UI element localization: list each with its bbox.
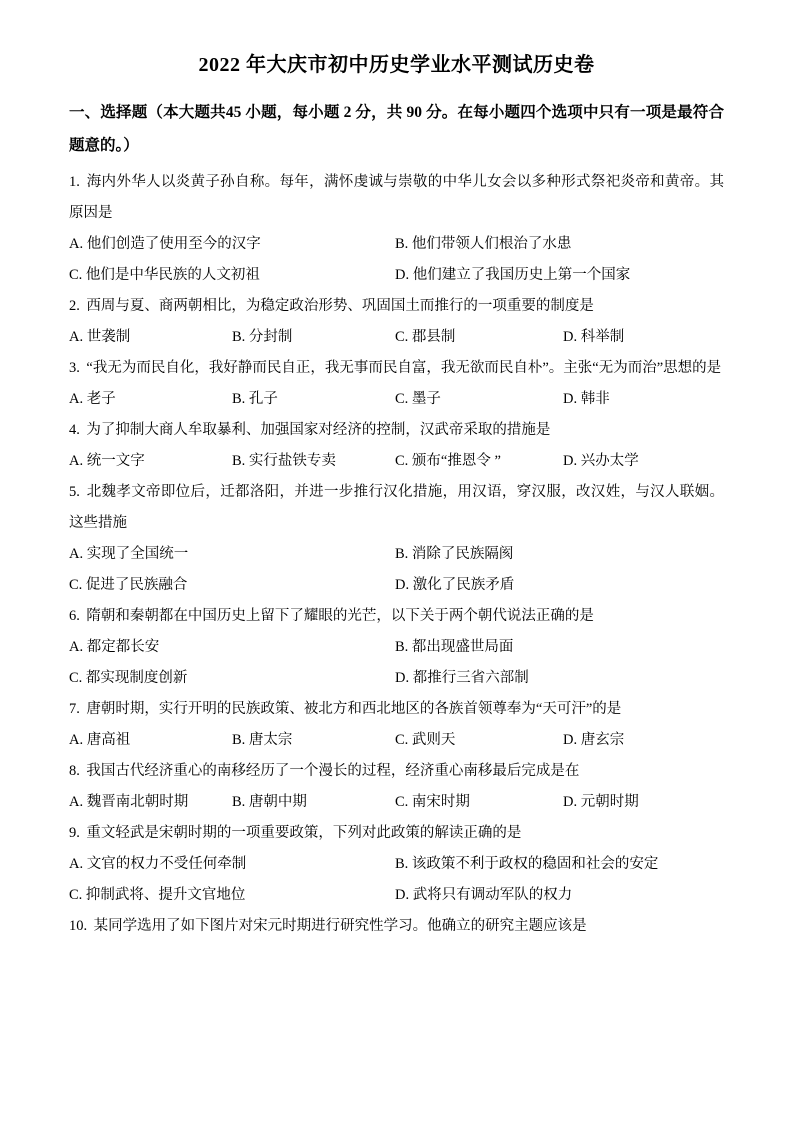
option: C. 抑制武将、提升文官地位 [69,887,246,903]
question-number: 2. [69,298,80,314]
option-grid [69,725,724,756]
question-text [69,756,724,787]
option-grid [69,322,724,353]
question-stem: 重文轻武是宋朝时期的一项重要政策，下列对此政策的解读正确的是 [86,825,522,841]
option: C. 郡县制 [395,329,456,345]
question [69,415,724,477]
question-stem: 我国古代经济重心的南移经历了一个漫长的过程，经济重心南移最后完成是在 [86,763,580,779]
option: D. 兴办太学 [563,453,639,469]
option: B. 唐太宗 [232,732,293,748]
question-text [69,694,724,725]
question-text [69,167,724,229]
option: D. 都推行三省六部制 [395,670,529,686]
question [69,353,724,415]
question-number: 1. [69,174,80,190]
option: A. 实现了全国统一 [69,546,189,562]
option: D. 唐玄宗 [563,732,625,748]
option: A. 都定都长安 [69,639,160,655]
question-text [69,291,724,322]
option-grid [69,384,724,415]
option: A. 他们创造了使用至今的汉字 [69,236,261,252]
option: B. 都出现盛世局面 [395,639,514,655]
option: D. 韩非 [563,391,610,407]
question-number: 3. [69,360,80,376]
option: B. 实行盐铁专卖 [232,453,336,469]
question-stem: 海内外华人以炎黄子孙自称。每年，满怀虔诚与崇敬的中华儿女会以多种形式祭祀炎帝和黄帝。其原因是 [69,174,724,221]
question-stem: 唐朝时期，实行开明的民族政策、被北方和西北地区的各族首领尊奉为“天可汗”的是 [86,701,622,717]
question [69,694,724,756]
option: B. 该政策不利于政权的稳固和社会的安定 [395,856,659,872]
question-list [69,167,724,942]
question-stem: 为了抑制大商人牟取暴利、加强国家对经济的控制，汉武帝采取的措施是 [86,422,551,438]
option: C. 促进了民族融合 [69,577,188,593]
question-number: 10. [69,918,88,934]
question-number: 6. [69,608,80,624]
option: B. 他们带领人们根治了水患 [395,236,572,252]
section-header: 一、选择题（本大题共45 小题，每小题 2 分，共 90 分。在每小题四个选项中只有一项是最符合题意的。） [69,104,724,154]
question-text [69,601,724,632]
option: B. 孔子 [232,391,278,407]
option: C. 他们是中华民族的人文初祖 [69,267,260,283]
question [69,291,724,353]
option: C. 都实现制度创新 [69,670,188,686]
question-stem: 北魏孝文帝即位后，迁都洛阳，并进一步推行汉化措施，用汉语，穿汉服，改汉姓，与汉人联姻。这些措施 [69,484,724,531]
option: D. 他们建立了我国历史上第一个国家 [395,267,631,283]
option: C. 南宋时期 [395,794,470,810]
question-number: 4. [69,422,80,438]
question-stem: 某同学选用了如下图片对宋元时期进行研究性学习。他确立的研究主题应该是 [93,918,587,934]
question-stem: 隋朝和秦朝都在中国历史上留下了耀眼的光芒，以下关于两个朝代说法正确的是 [86,608,594,624]
page-title: 2022 年大庆市初中历史学业水平测试历史卷 [198,54,595,76]
question [69,756,724,818]
question-number: 9. [69,825,80,841]
option: C. 颁布“推恩令 ” [395,453,501,469]
option: B. 消除了民族隔阂 [395,546,514,562]
option: C. 武则天 [395,732,456,748]
option: A. 魏晋南北朝时期 [69,794,189,810]
question-number: 5. [69,484,80,500]
question-stem: 西周与夏、商两朝相比，为稳定政治形势、巩固国土而推行的一项重要的制度是 [86,298,594,314]
option: A. 统一文字 [69,453,145,469]
option: A. 文官的权力不受任何牵制 [69,856,247,872]
question-number: 7. [69,701,80,717]
question-stem: “我无为而民自化，我好静而民自正，我无事而民自富，我无欲而民自朴”。主张“无为而治”思想的是 [86,360,722,376]
option: A. 世袭制 [69,329,131,345]
option: B. 分封制 [232,329,293,345]
option-grid [69,229,724,291]
question [69,911,724,942]
option: D. 武将只有调动军队的权力 [395,887,573,903]
option: D. 元朝时期 [563,794,639,810]
option: A. 唐高祖 [69,732,131,748]
question-number: 8. [69,763,80,779]
option-grid [69,632,724,694]
question [69,818,724,911]
question-text [69,477,724,539]
question-text [69,911,724,942]
question [69,477,724,601]
option-grid [69,446,724,477]
option: D. 科举制 [563,329,625,345]
question-text [69,818,724,849]
option: C. 墨子 [395,391,441,407]
option-grid [69,539,724,601]
question [69,601,724,694]
option: D. 激化了民族矛盾 [395,577,515,593]
question-text [69,415,724,446]
option-grid [69,849,724,911]
option: B. 唐朝中期 [232,794,307,810]
question [69,167,724,291]
option: A. 老子 [69,391,116,407]
option-grid [69,787,724,818]
question-text [69,353,724,384]
